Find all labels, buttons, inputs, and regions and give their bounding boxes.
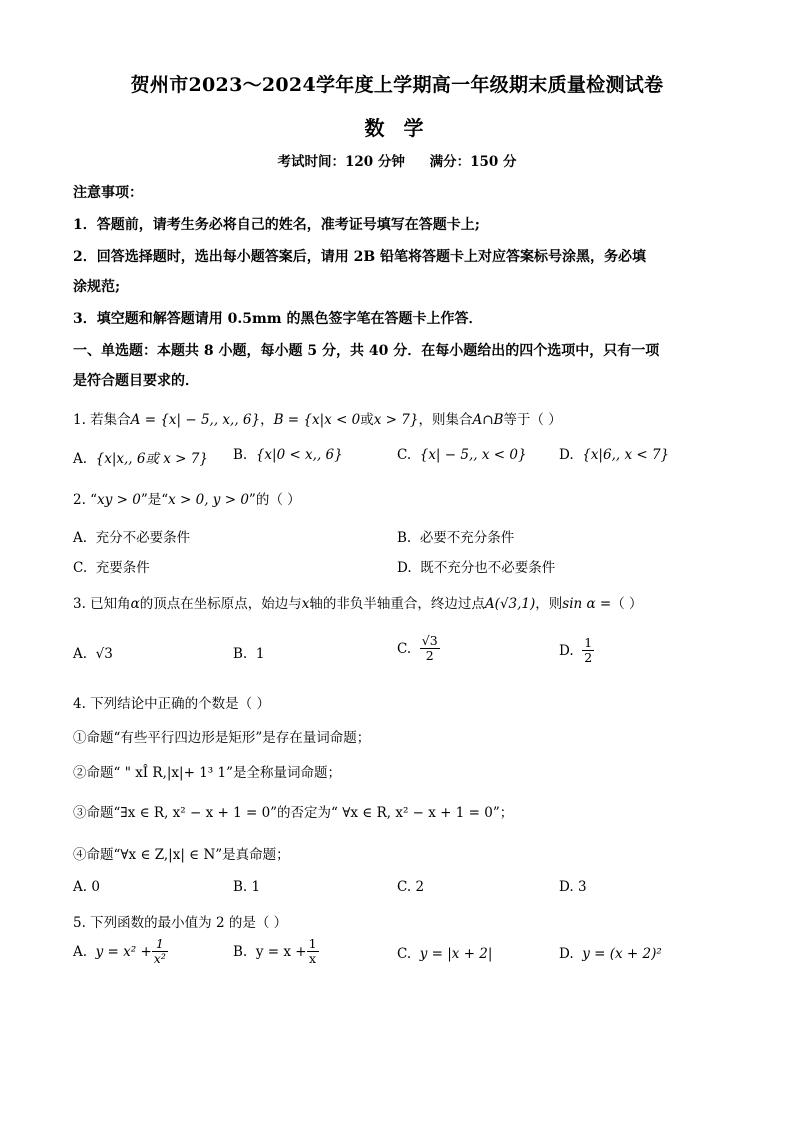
question-4-stem: 4. 下列结论中正确的个数是（ ） [73,696,270,712]
notes-heading: 注意事项： [73,185,143,201]
exam-subject: 数 学 [364,116,430,140]
q2-option-c: C. 充要条件 [73,560,150,576]
q4-item-4: ④命题“∀x ∈ Z,|x| ∈ N”是真命题； [73,847,290,863]
q2-option-d: D. 既不充分也不必要条件 [397,560,556,576]
q5-option-c: C. y = |x + 2| [397,946,493,962]
notes-item-1: 1．答题前，请考生务必将自己的姓名，准考证号填写在答题卡上; [73,217,480,233]
full-score: 满分：150 分 [429,154,517,170]
q1-option-c: C. {x| − 5,, x < 0} [397,447,527,463]
question-5-stem: 5. 下列函数的最小值为 2 的是（ ） [73,915,288,931]
q5-option-b: B. y = x + $\frac{1}{x}$ [233,936,317,967]
exam-time: 考试时间：120 分钟 [277,154,405,170]
set-b-left: B = {x|x < 0 [273,412,361,428]
question-1-stem: 1. 若集合A = {x| − 5,, x,, 6}，B = {x|x < 0或x > 7}，则集合A∩B等于（ ） [73,412,562,428]
q5-option-d: D. y = (x + 2)² [559,946,662,962]
q3-option-d: D. $\frac{1}{2}$ [559,635,593,666]
q3-option-c: C. $\frac{√3}{2}$ [397,633,438,664]
notes-item-2: 2．回答选择题时，选出每小题答案后，请用 2B 铅笔将答题卡上对应答案标号涂黑，务必填 [73,249,647,265]
section-heading-line1: 一、单选题：本题共 8 小题，每小题 5 分，共 40 分．在每小题给出的四个选项中，只有一项 [73,343,660,359]
q4-item-3: ③命题“∃x ∈ R, x² − x + 1 = 0”的否定为“ ∀x ∈ R, x² − x + 1 = 0”； [73,805,514,821]
q3-option-a: A. √3 [73,646,113,662]
exam-info [0,150,794,170]
question-3-stem: 3. 已知角α的顶点在坐标原点，始边与x轴的非负半轴重合，终边过点A(√3,1)，则sin α =（ ） [73,596,643,612]
q1-option-a: A. {x|x,, 6或 x > 7} [73,451,208,467]
q4-option-a: A. 0 [73,879,100,895]
q2-option-a: A. 充分不必要条件 [73,530,191,546]
q4-option-b: B. 1 [233,879,261,895]
notes-item-3: 3．填空题和解答题请用 0.5mm 的黑色签字笔在答题卡上作答． [73,311,483,327]
intersection-expr: A∩B [472,412,504,428]
exam-title: 贺州市2023～2024学年度上学期高一年级期末质量检测试卷 [130,74,664,96]
section-heading-line2: 是符合题目要求的． [73,373,199,389]
question-2-stem: 2. “xy > 0”是“x > 0, y > 0”的（ ） [73,492,301,508]
q4-item-2: ②命题“ " xÎ R,|x|+ 1³ 1”是全称量词命题； [73,765,341,781]
q3-option-b: B. 1 [233,646,265,662]
set-b-right: x > 7} [373,412,419,428]
point-a: A(√3,1) [484,596,536,612]
q2-option-b: B. 必要不充分条件 [397,530,515,546]
q4-option-d: D. 3 [559,879,587,895]
q5-option-a: A. y = x² + $\frac{1}{\text{x²}}$ [73,936,166,967]
q1-option-d: D. {x|6,, x < 7} [559,447,670,463]
notes-item-2-cont: 涂规范; [73,279,121,295]
q1-option-b: B. {x|0 < x,, 6} [233,447,343,463]
q4-option-c: C. 2 [397,879,425,895]
q4-item-1: ①命题“有些平行四边形是矩形”是存在量词命题； [73,730,371,746]
set-a: A = {x| − 5,, x,, 6} [130,412,261,428]
